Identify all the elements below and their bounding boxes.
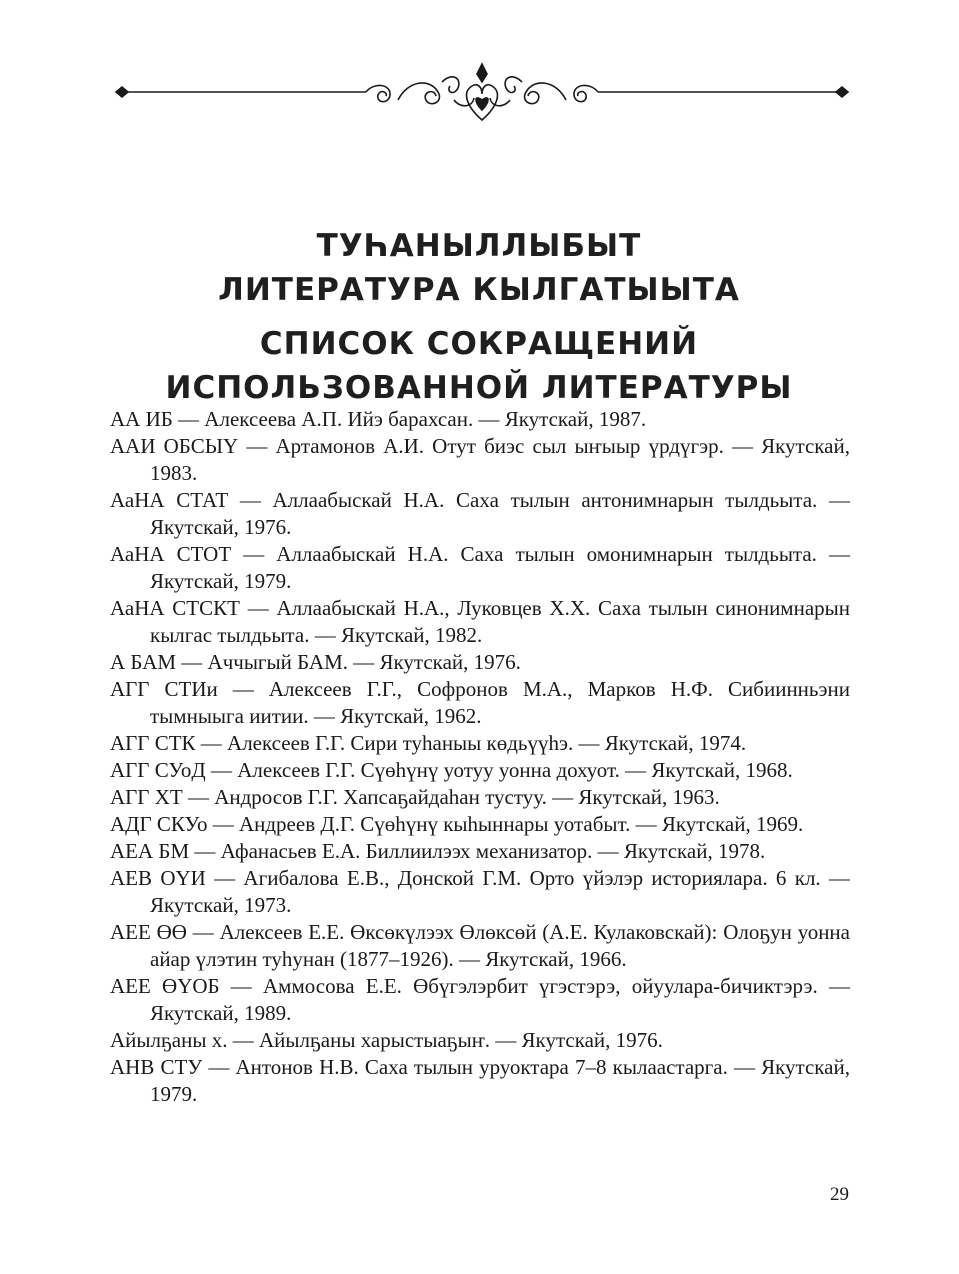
list-item: АЕЕ ӨҮОБ — Аммосова Е.Е. Өбүгэлэрбит үгэстэрэ, ойуулара-бичиктэрэ. — Якутскай, 1989. xyxy=(110,974,850,1025)
list-item: ААИ ОБСЫҮ — Артамонов А.И. Отут биэс сыл ыҥыыр үрдүгэр. — Якутскай, 1983. xyxy=(110,434,850,485)
list-item: АГГ СУоД — Алексеев Г.Г. Сүөһүнү уотуу уонна дохуот. — Якутскай, 1968. xyxy=(110,758,793,782)
list-item: АЕЕ ӨӨ — Алексеев Е.Е. Өксөкүлээх Өлөксөй (А.Е. Кулаковскай): Олоҕун уонна айар үлэтин туһунан (1877–1926). — Якутскай, 1966. xyxy=(110,920,850,971)
list-item: АЕВ ОҮИ — Агибалова Е.В., Донской Г.М. Орто үйэлэр историялара. 6 кл. — Якутскай, 1973. xyxy=(110,866,850,917)
list-item: АЕА БМ — Афанасьев Е.А. Биллиилээх механизатор. — Якутскай, 1978. xyxy=(110,839,766,863)
page-number: 29 xyxy=(830,1184,849,1205)
title-russian: СПИСОК СОКРАЩЕНИЙ ИСПОЛЬЗОВАННОЙ ЛИТЕРАТУРЫ xyxy=(165,326,793,406)
list-item: АаНА СТОТ — Аллаабыскай Н.А. Саха тылын омонимнарын тылдьыта. — Якутскай, 1979. xyxy=(110,542,850,593)
list-item: АГГ СТИи — Алексеев Г.Г., Софронов М.А., Марков Н.Ф. Сибиинньэни тымныыга иитии. — Якутскай, 1962. xyxy=(110,677,850,728)
list-item: АГГ ХТ — Андросов Г.Г. Хапсаҕайдаһан тустуу. — Якутскай, 1963. xyxy=(110,785,720,809)
heading-block xyxy=(108,224,850,410)
list-item: АГГ СТК — Алексеев Г.Г. Сири туһаныы көдьүүһэ. — Якутскай, 1974. xyxy=(110,731,747,755)
list-item: АаНА СТАТ — Аллаабыскай Н.А. Саха тылын антонимнарын тылдьыта. — Якутскай, 1976. xyxy=(110,488,850,539)
flourish-ornament-icon xyxy=(108,62,856,122)
list-item: АДГ СКУо — Андреев Д.Г. Сүөһүнү кыһыннары уотабыт. — Якутскай, 1969. xyxy=(110,812,804,836)
title-sakha: ТУҺАНЫЛЛЫБЫТ ЛИТЕРАТУРА КЫЛГАТЫЫТА xyxy=(218,228,740,308)
list-item: АаНА СТСКТ — Аллаабыскай Н.А., Луковцев Х.Х. Саха тылын синонимнарын кылгас тылдьыта. — Якутскай, 1982. xyxy=(110,596,850,647)
list-item: А БАМ — Аччыгый БАМ. — Якутскай, 1976. xyxy=(110,650,521,674)
list-item: АНВ СТУ — Антонов Н.В. Саха тылын уруоктара 7–8 кылаастарга. — Якутскай, 1979. xyxy=(110,1055,850,1106)
abbreviation-list xyxy=(110,406,850,1108)
list-item: Айылҕаны х. — Айылҕаны харыстыаҕыҥ. — Якутскай, 1976. xyxy=(110,1028,663,1052)
list-item: АА ИБ — Алексеева А.П. Ийэ барахсан. — Якутскай, 1987. xyxy=(110,407,647,431)
